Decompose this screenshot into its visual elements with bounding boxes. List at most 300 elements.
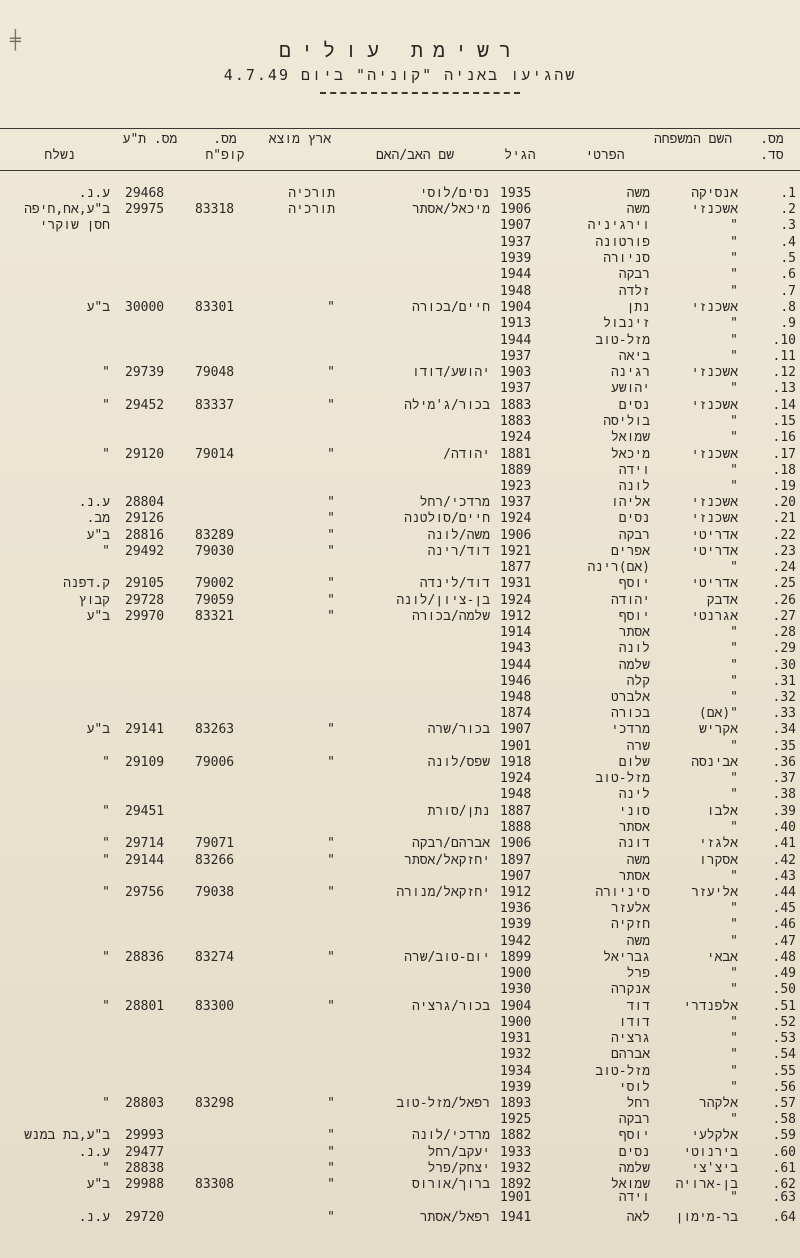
tz-number: 29477 [125, 1145, 165, 1160]
table-row [0, 381, 800, 397]
tz-number: 29728 [125, 593, 165, 608]
family-name: אשכנזי [691, 300, 738, 315]
family-name: " [730, 917, 738, 932]
serial-number: 14. [772, 398, 796, 413]
family-name: " [730, 430, 738, 445]
table-row [0, 202, 800, 218]
tz-number: 29739 [125, 365, 165, 380]
birth-year: 1941 [500, 1210, 532, 1225]
family-name: "(אם) [698, 706, 738, 721]
tz-number: 29720 [125, 1210, 165, 1225]
serial-number: 9. [780, 316, 796, 331]
given-name: רבקה [618, 267, 650, 282]
parents-names: בכור/גרציה [411, 999, 490, 1014]
given-name: וידה [618, 1190, 650, 1205]
given-name: בכורה [610, 706, 650, 721]
birth-year: 1889 [500, 463, 532, 478]
tz-number: 29451 [125, 804, 165, 819]
header-tz: מס. ת"ע [122, 132, 178, 147]
serial-number: 42. [772, 853, 796, 868]
tz-number: 29126 [125, 511, 165, 526]
table-row [0, 836, 800, 852]
birth-year: 1933 [500, 1145, 532, 1160]
given-name: סיניורה [595, 885, 650, 900]
serial-number: 18. [772, 463, 796, 478]
given-name: זינבול [603, 316, 650, 331]
serial-number: 46. [772, 917, 796, 932]
kupah-number: 79038 [195, 885, 235, 900]
birth-year: 1877 [500, 560, 532, 575]
serial-number: 38. [772, 787, 796, 802]
birth-year: 1904 [500, 999, 532, 1014]
given-name: מזל-טוב [595, 771, 650, 786]
table-row [0, 804, 800, 820]
sent-to: קבוץ [78, 593, 110, 608]
serial-number: 37. [772, 771, 796, 786]
table-row [0, 511, 800, 527]
kupah-number: 79006 [195, 755, 235, 770]
birth-year: 1918 [500, 755, 532, 770]
table-row [0, 1047, 800, 1063]
table-row [0, 706, 800, 722]
sent-to: ב"ע [86, 528, 110, 543]
family-name: אשכנזי [691, 511, 738, 526]
parents-names: דוד/לינדה [419, 576, 490, 591]
serial-number: 49. [772, 966, 796, 981]
kupah-number: 79048 [195, 365, 235, 380]
table-row [0, 1161, 800, 1177]
given-name: גרציה [610, 1031, 650, 1046]
family-name: " [730, 284, 738, 299]
serial-number: 47. [772, 934, 796, 949]
document-title: רשימת עולים [278, 38, 522, 62]
family-name: אלבו [706, 804, 738, 819]
serial-number: 44. [772, 885, 796, 900]
parents-names: יהושע/דודו [411, 365, 490, 380]
kupah-number: 79002 [195, 576, 235, 591]
birth-year: 1934 [500, 1064, 532, 1079]
birth-year: 1912 [500, 609, 532, 624]
birth-year: 1937 [500, 495, 532, 510]
family-name: אשכנזי [691, 202, 738, 217]
given-name: דודו [618, 1015, 650, 1030]
birth-year: 1944 [500, 333, 532, 348]
serial-number: 29. [772, 641, 796, 656]
title-underline [320, 92, 520, 94]
family-name: " [730, 739, 738, 754]
table-row [0, 365, 800, 381]
table-row [0, 495, 800, 511]
table-row [0, 982, 800, 998]
country-of-origin: " [327, 609, 335, 624]
table-row [0, 1210, 800, 1226]
birth-year: 1925 [500, 1112, 532, 1127]
given-name: רבקה [618, 528, 650, 543]
serial-number: 60. [772, 1145, 796, 1160]
birth-year: 1887 [500, 804, 532, 819]
birth-year: 1912 [500, 885, 532, 900]
header-country: ארץ מוצא [268, 132, 332, 147]
serial-number: 10. [772, 333, 796, 348]
family-name: אלקהר [698, 1096, 738, 1111]
sent-to: " [102, 1161, 110, 1176]
serial-number: 64. [772, 1210, 796, 1225]
tz-number: 28801 [125, 999, 165, 1014]
table-row [0, 267, 800, 283]
family-name: אדריטי [691, 528, 738, 543]
serial-number: 56. [772, 1080, 796, 1095]
parents-names: מרדכי/לונה [411, 1128, 490, 1143]
table-row [0, 593, 800, 609]
table-row [0, 690, 800, 706]
country-of-origin: " [327, 755, 335, 770]
family-name: " [730, 820, 738, 835]
birth-year: 1936 [500, 901, 532, 916]
family-name: " [730, 479, 738, 494]
given-name: פורטונה [595, 235, 650, 250]
birth-year: 1924 [500, 771, 532, 786]
parents-names: יצחק/פרל [427, 1161, 490, 1176]
family-name: " [730, 934, 738, 949]
serial-number: 31. [772, 674, 796, 689]
sent-to: " [102, 804, 110, 819]
kupah-number: 79014 [195, 447, 235, 462]
sent-to: מב. [86, 511, 110, 526]
tz-number: 30000 [125, 300, 165, 315]
parents-names: חיים/סולטנה [404, 511, 490, 526]
given-name: אלברט [610, 690, 650, 705]
tz-number: 29141 [125, 722, 165, 737]
serial-number: 25. [772, 576, 796, 591]
header-age: הגיל [504, 148, 536, 163]
given-name: שמואל [610, 1177, 650, 1192]
kupah-number: 79030 [195, 544, 235, 559]
sent-to: " [102, 447, 110, 462]
birth-year: 1900 [500, 966, 532, 981]
table-row [0, 999, 800, 1015]
parents-names: נתן/סורת [427, 804, 490, 819]
birth-year: 1944 [500, 658, 532, 673]
header-given: הפרטי [585, 148, 625, 163]
serial-number: 63. [772, 1190, 796, 1205]
table-row [0, 560, 800, 576]
table-row [0, 917, 800, 933]
sent-to: " [102, 950, 110, 965]
birth-year: 1906 [500, 202, 532, 217]
parents-names: יעקב/רחל [427, 1145, 490, 1160]
table-row [0, 333, 800, 349]
birth-year: 1892 [500, 1177, 532, 1192]
parents-names: יהודה/ [443, 447, 490, 462]
table-row [0, 869, 800, 885]
country-of-origin: תורכיה [288, 186, 335, 201]
family-name: אבאי [706, 950, 738, 965]
table-row [0, 641, 800, 657]
table-row [0, 576, 800, 592]
sent-to: ב"ע [86, 1177, 110, 1192]
country-of-origin: " [327, 365, 335, 380]
sent-to: ב"ע,אח,חיפה [24, 202, 110, 217]
table-row [0, 1112, 800, 1128]
given-name: שלום [618, 755, 650, 770]
given-name: יוסף [618, 576, 650, 591]
family-name: " [730, 381, 738, 396]
tz-number: 29105 [125, 576, 165, 591]
table-row [0, 300, 800, 316]
given-name: ביאה [618, 349, 650, 364]
birth-year: 1939 [500, 1080, 532, 1095]
given-name: מיכאל [610, 447, 650, 462]
tz-number: 29120 [125, 447, 165, 462]
kupah-number: 83300 [195, 999, 235, 1014]
serial-number: 50. [772, 982, 796, 997]
birth-year: 1888 [500, 820, 532, 835]
parents-names: רפאל/מזל-טוב [396, 1096, 490, 1111]
given-name: (אם)רינה [587, 560, 650, 575]
tz-number: 28838 [125, 1161, 165, 1176]
parents-names: שלמה/בכורה [411, 609, 490, 624]
birth-year: 1881 [500, 447, 532, 462]
serial-number: 8. [780, 300, 796, 315]
tz-number: 29756 [125, 885, 165, 900]
kupah-number: 83298 [195, 1096, 235, 1111]
serial-number: 32. [772, 690, 796, 705]
country-of-origin: " [327, 836, 335, 851]
birth-year: 1946 [500, 674, 532, 689]
header-bottom-rule [0, 170, 800, 171]
tz-number: 28836 [125, 950, 165, 965]
family-name: אסקרו [698, 853, 738, 868]
serial-number: 43. [772, 869, 796, 884]
parents-names: בן-ציון/לונה [396, 593, 490, 608]
header-serial: מס. סד. [760, 132, 784, 163]
parents-names: בכור/ג'מילה [404, 398, 490, 413]
family-name: " [730, 560, 738, 575]
serial-number: 36. [772, 755, 796, 770]
table-row [0, 235, 800, 251]
table-row [0, 934, 800, 950]
serial-number: 2. [780, 202, 796, 217]
family-name: " [730, 869, 738, 884]
sent-to: ע.נ. [78, 1145, 110, 1160]
given-name: חזקיה [610, 917, 650, 932]
birth-year: 1907 [500, 218, 532, 233]
parents-names: נסים/לוסי [419, 186, 490, 201]
given-name: וידה [618, 463, 650, 478]
country-of-origin: " [327, 853, 335, 868]
table-row [0, 251, 800, 267]
table-row [0, 430, 800, 446]
corner-mark: ╪ [10, 30, 21, 51]
birth-year: 1924 [500, 430, 532, 445]
given-name: זלדה [618, 284, 650, 299]
serial-number: 3. [780, 218, 796, 233]
birth-year: 1932 [500, 1047, 532, 1062]
sent-to: ע.נ. [78, 186, 110, 201]
family-name: " [730, 1080, 738, 1095]
table-row [0, 1128, 800, 1144]
given-name: מזל-טוב [595, 1064, 650, 1079]
kupah-number: 83266 [195, 853, 235, 868]
kupah-number: 83337 [195, 398, 235, 413]
table-row [0, 674, 800, 690]
family-name: " [730, 625, 738, 640]
serial-number: 53. [772, 1031, 796, 1046]
family-name: " [730, 690, 738, 705]
parents-names: משה/לונה [427, 528, 490, 543]
given-name: אסתר [618, 820, 650, 835]
header-top-rule [0, 128, 800, 129]
parents-names: יחזקאל/אסתר [404, 853, 490, 868]
birth-year: 1899 [500, 950, 532, 965]
family-name: " [730, 674, 738, 689]
given-name: שלמה [618, 658, 650, 673]
given-name: משה [626, 934, 650, 949]
birth-year: 1930 [500, 982, 532, 997]
sent-to: " [102, 755, 110, 770]
table-row [0, 186, 800, 202]
table-row [0, 755, 800, 771]
table-row [0, 1190, 800, 1206]
parents-names: מיכאל/אסתר [411, 202, 490, 217]
given-name: נסים [618, 1145, 650, 1160]
serial-number: 20. [772, 495, 796, 510]
tz-number: 29975 [125, 202, 165, 217]
given-name: וירגיניה [587, 218, 650, 233]
country-of-origin: " [327, 999, 335, 1014]
given-name: אלעזר [610, 901, 650, 916]
table-row [0, 528, 800, 544]
birth-year: 1904 [500, 300, 532, 315]
country-of-origin: " [327, 885, 335, 900]
birth-year: 1921 [500, 544, 532, 559]
table-row [0, 316, 800, 332]
table-row [0, 739, 800, 755]
country-of-origin: תורכיה [288, 202, 335, 217]
given-name: קלה [626, 674, 650, 689]
table-row [0, 349, 800, 365]
family-name: ביצ'צי [691, 1161, 738, 1176]
family-name: אדריטי [691, 544, 738, 559]
birth-year: 1883 [500, 414, 532, 429]
birth-year: 1901 [500, 739, 532, 754]
serial-number: 6. [780, 267, 796, 282]
birth-year: 1897 [500, 853, 532, 868]
country-of-origin: " [327, 398, 335, 413]
table-row [0, 722, 800, 738]
family-name: " [730, 1112, 738, 1127]
given-name: דוד [626, 999, 650, 1014]
country-of-origin: " [327, 511, 335, 526]
family-name: אשכנזי [691, 447, 738, 462]
family-name: " [730, 901, 738, 916]
table-row [0, 1015, 800, 1031]
table-row [0, 609, 800, 625]
given-name: נסים [618, 398, 650, 413]
table-row [0, 398, 800, 414]
parents-names: יחזקאל/מנורה [396, 885, 490, 900]
given-name: אסתר [618, 869, 650, 884]
given-name: מרדכי [610, 722, 650, 737]
sent-to: ע.נ. [78, 495, 110, 510]
tz-number: 29492 [125, 544, 165, 559]
tz-number: 29993 [125, 1128, 165, 1143]
given-name: גבריאל [603, 950, 650, 965]
given-name: שמואל [610, 430, 650, 445]
birth-year: 1900 [500, 1015, 532, 1030]
sent-to: ב"ע [86, 609, 110, 624]
sent-to: " [102, 885, 110, 900]
birth-year: 1906 [500, 528, 532, 543]
table-row [0, 414, 800, 430]
serial-number: 15. [772, 414, 796, 429]
table-row [0, 1080, 800, 1096]
serial-number: 19. [772, 479, 796, 494]
birth-year: 1937 [500, 235, 532, 250]
given-name: אברהם [610, 1047, 650, 1062]
serial-number: 58. [772, 1112, 796, 1127]
country-of-origin: " [327, 576, 335, 591]
given-name: בוליסה [603, 414, 650, 429]
serial-number: 17. [772, 447, 796, 462]
serial-number: 11. [772, 349, 796, 364]
table-row [0, 820, 800, 836]
serial-number: 21. [772, 511, 796, 526]
serial-number: 57. [772, 1096, 796, 1111]
serial-number: 27. [772, 609, 796, 624]
serial-number: 4. [780, 235, 796, 250]
given-name: מזל-טוב [595, 333, 650, 348]
given-name: לינה [618, 787, 650, 802]
birth-year: 1932 [500, 1161, 532, 1176]
family-name: בירנוטי [683, 1145, 738, 1160]
family-name: " [730, 267, 738, 282]
birth-year: 1948 [500, 787, 532, 802]
sent-to: " [102, 544, 110, 559]
given-name: פרל [626, 966, 650, 981]
birth-year: 1906 [500, 836, 532, 851]
given-name: שלמה [618, 1161, 650, 1176]
table-row [0, 544, 800, 560]
tz-number: 29452 [125, 398, 165, 413]
tz-number: 28816 [125, 528, 165, 543]
family-name: אלגזי [698, 836, 738, 851]
table-row [0, 885, 800, 901]
given-name: אסתר [618, 625, 650, 640]
table-row [0, 218, 800, 234]
serial-number: 26. [772, 593, 796, 608]
birth-year: 1935 [500, 186, 532, 201]
family-name: " [730, 641, 738, 656]
given-name: רבקה [618, 1112, 650, 1127]
tz-number: 29468 [125, 186, 165, 201]
family-name: " [730, 966, 738, 981]
given-name: לאה [626, 1210, 650, 1225]
table-row [0, 1031, 800, 1047]
table-row [0, 853, 800, 869]
family-name: אלקלעי [691, 1128, 738, 1143]
serial-number: 54. [772, 1047, 796, 1062]
birth-year: 1944 [500, 267, 532, 282]
sent-to: ב"ע [86, 300, 110, 315]
table-row [0, 950, 800, 966]
given-name: יהושע [610, 381, 650, 396]
table-row [0, 966, 800, 982]
serial-number: 40. [772, 820, 796, 835]
given-name: יהודה [610, 593, 650, 608]
country-of-origin: " [327, 1177, 335, 1192]
birth-year: 1948 [500, 690, 532, 705]
